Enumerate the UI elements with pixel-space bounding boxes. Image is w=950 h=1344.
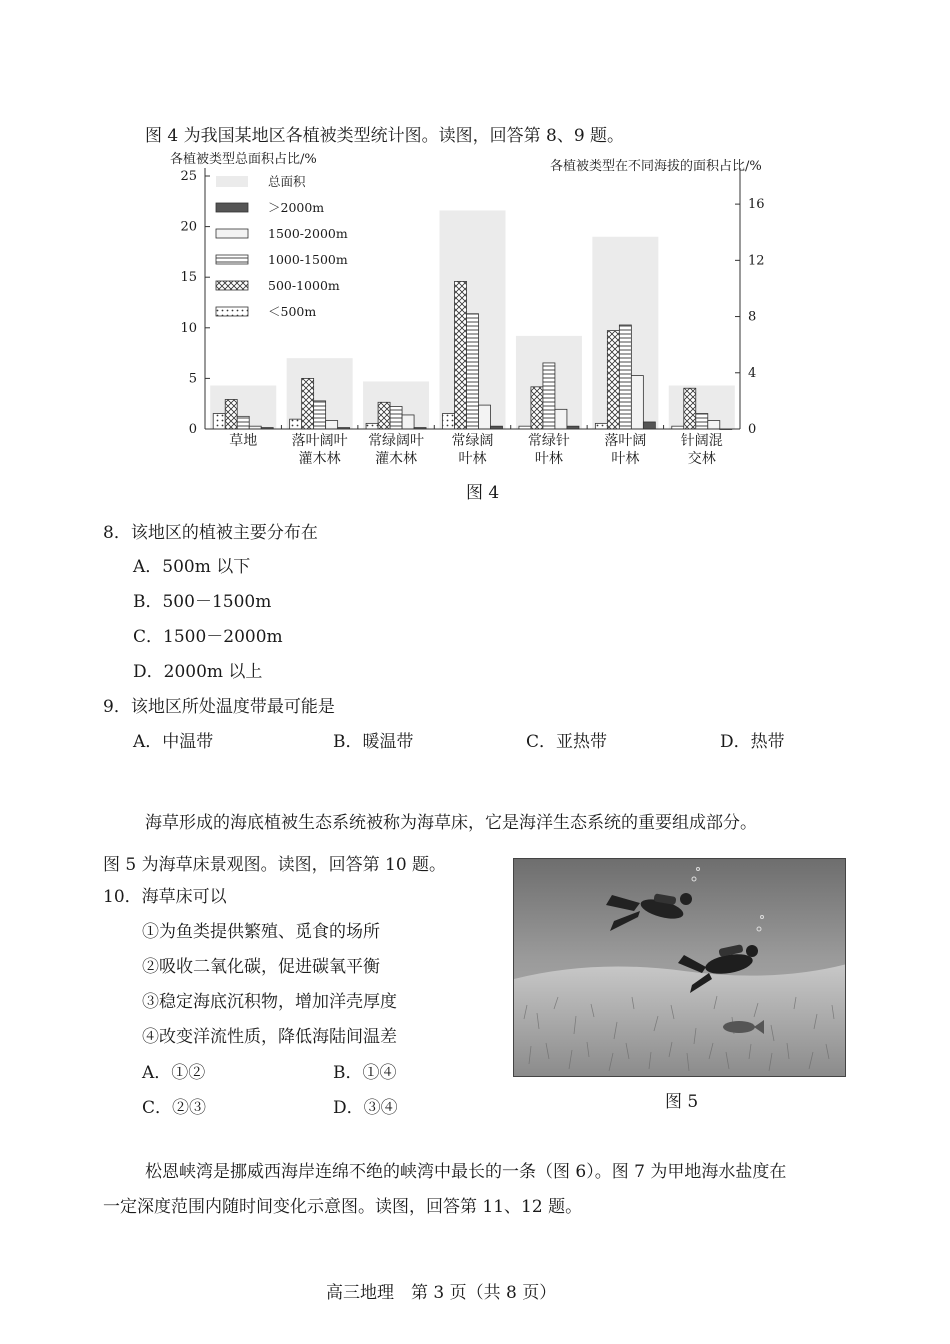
legend-label: 500-1000m [268, 278, 340, 293]
altitude-bar [390, 407, 402, 429]
q10-statement-2: ②吸收二氧化碳，促进碳氧平衡 [142, 957, 380, 977]
left-tick-label: 15 [180, 270, 197, 286]
left-tick-label: 25 [180, 169, 197, 184]
legend-swatch [216, 203, 248, 212]
vegetation-chart [150, 148, 810, 478]
q10-option-a: A．①② [142, 1063, 206, 1083]
seagrass-photo [513, 858, 846, 1077]
altitude-bar [643, 422, 655, 429]
q10-stem: 10．海草床可以 [103, 887, 227, 907]
category-label: 常绿针 [527, 433, 570, 449]
category-label: 灌木林 [298, 451, 341, 467]
altitude-bar [366, 423, 378, 429]
q10-statement-1: ①为鱼类提供繁殖、觅食的场所 [142, 922, 380, 942]
legend-swatch [216, 281, 248, 290]
q10-option-c: C．②③ [142, 1098, 207, 1118]
altitude-bar [543, 363, 555, 429]
page-footer: 高三地理 第 3 页（共 8 页） [326, 1283, 557, 1303]
left-tick-label: 5 [188, 371, 197, 387]
q10-statement-3: ③稳定海底沉积物，增加洋壳厚度 [142, 992, 397, 1012]
fig67-intro-line1: 松恩峡湾是挪威西海岸连绵不绝的峡湾中最长的一条（图 6）。图 7 为甲地海水盐度在 [145, 1162, 787, 1182]
right-tick-label: 4 [748, 365, 757, 381]
altitude-bar [696, 414, 708, 429]
q9-option-c: C．亚热带 [526, 732, 608, 752]
left-tick-label: 20 [180, 219, 197, 235]
legend-label: ＞2000m [268, 200, 325, 215]
fig67-intro-line2: 一定深度范围内随时间变化示意图。读图，回答第 11、12 题。 [103, 1197, 583, 1217]
left-tick-label: 10 [180, 320, 197, 336]
fig4-intro: 图 4 为我国某地区各植被类型统计图。读图，回答第 8、9 题。 [145, 126, 625, 146]
fig5-intro-line2: 图 5 为海草床景观图。读图，回答第 10 题。 [103, 855, 447, 875]
q9-option-d: D．热带 [720, 732, 785, 752]
q10-option-d: D．③④ [333, 1098, 398, 1118]
category-label: 常绿阔 [451, 433, 494, 449]
altitude-bar [302, 378, 314, 429]
altitude-bar [684, 388, 696, 429]
altitude-bar [479, 405, 491, 429]
altitude-bar [225, 399, 237, 429]
left-axis-title: 各植被类型总面积占比/% [170, 152, 317, 167]
altitude-bar [607, 331, 619, 429]
category-label: 叶林 [534, 451, 563, 467]
altitude-bar [290, 419, 302, 429]
altitude-bar [455, 281, 467, 429]
altitude-bar [555, 409, 567, 429]
right-tick-label: 12 [748, 253, 765, 269]
category-label: 常绿阔叶 [368, 433, 425, 449]
category-label: 灌木林 [375, 451, 418, 467]
legend-swatch [216, 255, 248, 264]
legend-swatch [216, 307, 248, 316]
altitude-bar [467, 314, 479, 429]
altitude-bar [443, 414, 455, 429]
fig5-intro-line1: 海草形成的海底植被生态系统被称为海草床，它是海洋生态系统的重要组成部分。 [145, 813, 757, 833]
legend-label: 1000-1500m [268, 252, 348, 267]
legend-swatch [216, 176, 248, 187]
category-label: 叶林 [611, 451, 640, 467]
q8-option-b: B．500－1500m [133, 592, 272, 612]
altitude-bar [402, 415, 414, 429]
right-tick-label: 8 [748, 309, 757, 325]
altitude-bar [237, 416, 249, 429]
altitude-bar [631, 376, 643, 429]
q9-option-b: B．暖温带 [333, 732, 414, 752]
right-axis-title: 各植被类型在不同海拔的面积占比/% [550, 159, 762, 174]
altitude-bar [213, 414, 225, 429]
altitude-bar [314, 401, 326, 429]
q8-option-d: D．2000m 以上 [133, 662, 263, 682]
q8-option-c: C．1500－2000m [133, 627, 283, 647]
right-tick-label: 0 [748, 422, 757, 437]
legend-label: ＜500m [268, 304, 317, 319]
altitude-bar [619, 325, 631, 429]
altitude-bar [378, 402, 390, 429]
category-label: 落叶阔叶 [291, 433, 348, 449]
left-tick-label: 0 [188, 422, 197, 437]
category-label: 交林 [687, 451, 716, 467]
right-tick-label: 16 [748, 197, 765, 213]
category-label: 草地 [229, 433, 258, 449]
q8-stem: 8．该地区的植被主要分布在 [103, 523, 318, 543]
q10-statement-4: ④改变洋流性质，降低海陆间温差 [142, 1027, 397, 1047]
category-label: 落叶阔 [604, 433, 647, 449]
altitude-bar [531, 387, 543, 429]
altitude-bar [708, 421, 720, 429]
q9-option-a: A．中温带 [133, 732, 214, 752]
altitude-bar [326, 421, 338, 429]
q10-option-b: B．①④ [333, 1063, 397, 1083]
category-label: 针阔混 [680, 433, 723, 449]
fig5-caption: 图 5 [665, 1092, 699, 1112]
q8-option-a: A．500m 以下 [133, 557, 251, 577]
q9-stem: 9．该地区所处温度带最可能是 [103, 697, 335, 717]
legend-swatch [216, 229, 248, 238]
legend-label: 总面积 [268, 174, 306, 189]
legend-label: 1500-2000m [268, 226, 348, 241]
fig4-caption: 图 4 [466, 483, 500, 503]
altitude-bar [595, 423, 607, 429]
category-label: 叶林 [458, 451, 487, 467]
